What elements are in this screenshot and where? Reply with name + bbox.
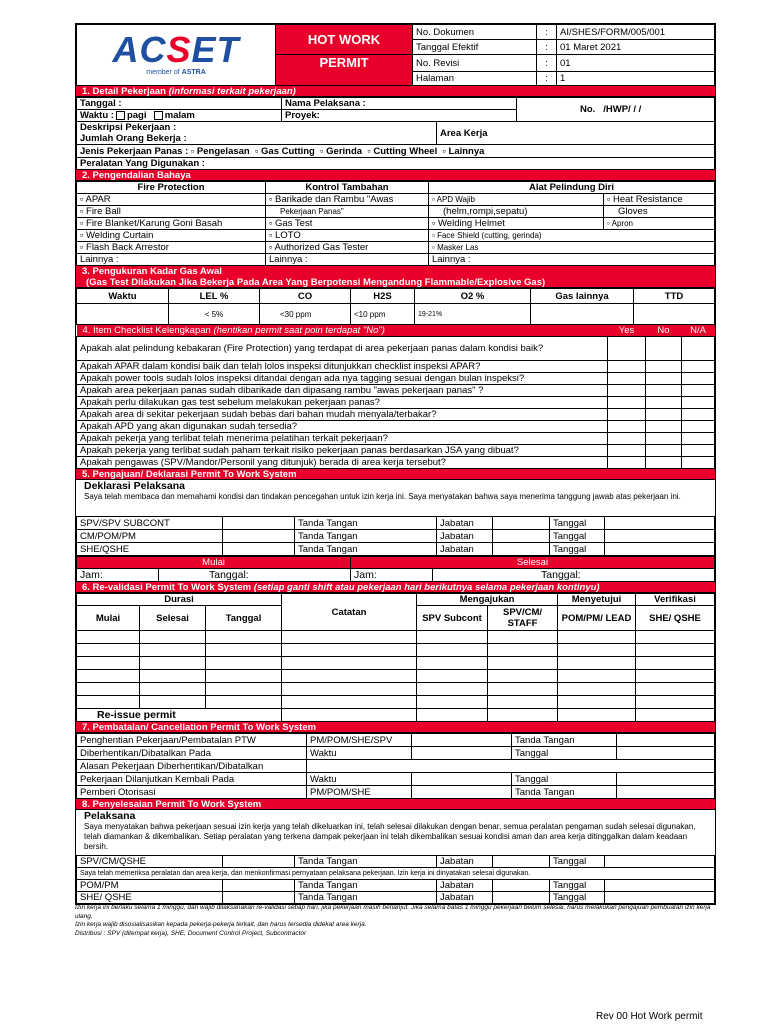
penyelesaian-text: Saya menyatakan bahwa pekerjaan sesuai izin kerja yang telah dikeluarkan ini, telah selesai dilakukan dengan benar, semua peralatan pengaman sudah selesai digunakan, telah diamankan & dikembalikan. Setiap peralatan yang terkena dampak pekerjaan ini telah dikembalikan sesuai kondisi aman dan area kerja ditinggalkan dalam keadaan bersih. [84,822,696,851]
cancel-role: PM/POM/SHE/SPV [307,734,412,747]
revalidasi-row[interactable] [77,670,715,683]
footer-note: Izin kerja wajib disosialisasikan kepada pekerja-pekerja terkait, dan harus tersedia didekat area kerja. [75,921,367,929]
checklist-item: Apakah power tools sudah lolos inspeksi ditandai dengan ada nya tagging sesuai dengan bulan inspeksi? [77,373,608,385]
section-6-header: 6. Re-validasi Permit To Work System (setiap ganti shift atau pekerjaan hari berikutnya selama pekerjaan kontinyu) [76,582,715,593]
apd-item[interactable]: ▫ Face Shield (cutting, gerinda) [429,230,715,242]
section-7-table [76,733,715,799]
mulai-tanggal[interactable]: Tanggal: [159,569,351,582]
section-4-header: 4. Item Checklist Kelengkapan (hentikan permit saat poin terdapat "No") [82,325,385,336]
na-cell[interactable] [682,361,715,373]
tanggal-label: Tanggal [550,517,605,530]
fire-item[interactable]: ▫ APAR [77,194,266,206]
durasi-header: Durasi [77,594,282,606]
apd-item: Gloves [604,206,715,218]
cancel-label: Pemberi Otorisasi [77,786,307,799]
tanggal-value[interactable] [605,880,715,892]
apd-item[interactable]: ▫ Welding Helmet [429,218,604,230]
pagi-checkbox[interactable] [116,111,125,120]
pelaksana-title: Pelaksana [84,810,136,822]
selesai-header: Selesai [351,557,715,569]
apd-item[interactable]: ▫ APD Wajib [429,194,604,206]
no-cell[interactable] [646,385,682,397]
na-cell[interactable] [682,385,715,397]
menyetujui-header: Menyetujui [558,594,636,606]
kontrol-item: Pekerjaan Panas" [266,206,429,218]
no-cell[interactable] [646,361,682,373]
apd-item[interactable]: ▫ Heat Resistance [604,194,715,206]
col-yes: Yes [618,325,635,336]
cancel-value[interactable] [617,734,715,747]
na-cell[interactable] [682,373,715,385]
proyek-label: Proyek: [282,110,517,122]
signer-name[interactable] [223,892,295,904]
form-header [76,24,715,86]
jabatan-label: Jabatan [437,530,493,543]
checklist-item: Apakah pekerja yang terlibat sudah paham terkait risiko pekerjaan panas berdasarkan JSA yang dibuat? [77,445,608,457]
selesai-tanggal[interactable]: Tanggal: [433,569,715,582]
revalidasi-row[interactable] [77,683,715,696]
verifikasi-header: Verifikasi [636,594,715,606]
yes-cell[interactable] [608,445,646,457]
permit-title-2: PERMIT [276,55,413,86]
tanggal-label: Tanggal [550,856,605,868]
meta-label: Tanggal Efektif [413,40,537,55]
revalidasi-row[interactable] [77,696,715,709]
meta-sep: : [537,25,557,40]
ttd-label: Tanda Tangan [295,892,437,904]
kontrol-item[interactable]: ▫ Barikade dan Rambu "Awas [266,194,429,206]
yes-cell[interactable] [608,433,646,445]
tanggal-value[interactable] [605,856,715,868]
cancel-value[interactable] [412,786,512,799]
cancel-role: PM/POM/SHE [307,786,412,799]
mengajukan-header: Mengajukan [417,594,558,606]
section-5-sign-table [76,516,715,556]
meta-label: No. Dokumen [413,25,537,40]
checklist-item: Apakah area di sekitar pekerjaan sudah bebas dari bahan mudah menyala/terbakar? [77,409,608,421]
section-1-header: 1. Detail Pekerjaan (informasi terkait pekerjaan) [76,86,715,97]
area-kerja-label: Area Kerja [437,122,715,145]
tanggal-label: Tanggal [550,892,605,904]
ttd-label: Tanda Tangan [295,856,437,868]
deskripsi-label: Deskripsi Pekerjaan : [77,122,437,134]
section-2-header: 2. Pengendalian Bahaya [76,170,715,181]
cancel-ttd: Tanda Tangan [512,786,617,799]
selesai-col: Selesai [140,606,206,631]
hwp-number[interactable]: No. /HWP/ / / [517,98,715,122]
malam-checkbox[interactable] [154,111,163,120]
pom-col: POM/PM/ LEAD [558,606,636,631]
catatan-header: Catatan [282,594,417,631]
ttd-label: Tanda Tangan [295,517,437,530]
na-cell[interactable] [682,337,715,361]
peralatan-label: Peralatan Yang Digunakan : [77,158,715,170]
revalidasi-row[interactable] [77,657,715,670]
no-cell[interactable] [646,409,682,421]
tanggal-value[interactable] [605,892,715,904]
jabatan-value[interactable] [493,530,550,543]
company-logo: ACSET [112,28,240,70]
yes-cell[interactable] [608,361,646,373]
spvcm-col: SPV/CM/ STAFF [488,606,558,631]
verification-note: Saya telah memeriksa peralatan dan area kerja, dan menkonfirmasi pernyataan pelaksana pekerjaan. Izin kerja ini dinyatakan selesai digunakan. [77,868,715,880]
jabatan-label: Jabatan [437,517,493,530]
col-na: N/A [690,325,706,336]
revision-label: Rev 00 Hot Work permit [596,1011,703,1022]
signer-role: SHE/ QSHE [77,892,223,904]
jabatan-label: Jabatan [437,543,493,556]
gas-col: H2S [351,289,415,304]
tanggal-value[interactable] [605,517,715,530]
cancel-value[interactable] [617,747,715,760]
kontrol-item[interactable]: ▫ Gas Test [266,218,429,230]
signer-role: POM/PM [77,880,223,892]
jabatan-value[interactable] [493,856,550,868]
checklist-item: Apakah pengawas (SPV/Mandor/Personil yang ditunjuk) berada di area kerja tersebut? [77,457,608,469]
gas-col: TTD [634,289,715,304]
section-7-header: 7. Pembatalan/ Cancellation Permit To Work System [76,722,715,733]
cancel-waktu: Waktu [307,747,412,760]
reissue-label: Re-issue permit [77,709,282,722]
fire-item[interactable]: ▫ Welding Curtain [77,230,266,242]
jumlah-label: Jumlah Orang Bekerja : [77,133,437,145]
fire-lainnya[interactable]: Lainnya : [77,254,266,266]
yes-cell[interactable] [608,337,646,361]
no-cell[interactable] [646,457,682,469]
checklist-item: Apakah APAR dalam kondisi baik dan telah lolos inspeksi ditunjukkan checklist inspeksi APAR? [77,361,608,373]
yes-cell[interactable] [608,409,646,421]
jabatan-label: Jabatan [437,892,493,904]
na-cell[interactable] [682,409,715,421]
section-1-table [76,97,715,170]
revalidasi-row[interactable] [77,631,715,644]
meta-value: 01 Maret 2021 [557,40,715,55]
tanggal-label: Tanggal [550,530,605,543]
meta-value: 1 [557,72,715,86]
jenis-pekerjaan-row: Jenis Pekerjaan Panas : ▫ Pengelasan ▫ Gas Cutting ▫ Gerinda ▫ Cutting Wheel ▫ Lainnya [77,145,715,158]
gas-col: Gas lainnya [531,289,634,304]
checklist-item: Apakah area pekerjaan panas sudah dibarikade dan dipasang rambu "awas pekerjaan panas" ? [77,385,608,397]
apd-item[interactable]: ▫ Apron [604,218,715,230]
jabatan-value[interactable] [493,892,550,904]
kontrol-item[interactable]: ▫ LOTO [266,230,429,242]
resume-waktu: Waktu [307,773,412,786]
na-cell[interactable] [682,421,715,433]
section-8-table [76,855,715,904]
footer-note: Izin kerja ini berlaku selama 1 minggu, dan wajib dilaksanakan re-validasi setiap hari, jika pekerjaan masih berlanjut. Jika selama batas 1 minggu pekerjaan belum selesai, harus melakukan pengajuan pembuatan izin kerja ulang. [75,904,711,920]
mulai-jam[interactable]: Jam: [77,569,159,582]
signer-name[interactable] [223,880,295,892]
waktu-field: Waktu : pagi malam [77,110,282,122]
tanggal-label: Tanggal : [77,98,282,110]
signer-name[interactable] [223,856,295,868]
footer-notes [75,904,725,938]
cancel-tanggal: Tanggal [512,747,617,760]
cancel-label: Penghentian Pekerjaan/Pembatalan PTW [77,734,307,747]
checklist-item: Apakah pekerja yang terlibat telah menerima pelatihan terkait pekerjaan? [77,433,608,445]
jabatan-label: Jabatan [437,856,493,868]
meta-value: AI/SHES/FORM/005/001 [557,25,715,40]
ttd-label: Tanda Tangan [295,880,437,892]
tanggal-label: Tanggal [550,880,605,892]
col-no: No [657,325,670,336]
yes-cell[interactable] [608,385,646,397]
mulai-selesai-table [76,556,715,582]
na-cell[interactable] [682,445,715,457]
permit-title-1: HOT WORK [276,25,413,55]
meta-label: Halaman [413,72,537,86]
yes-cell[interactable] [608,457,646,469]
apd-lainnya[interactable]: Lainnya : [429,254,715,266]
gas-value[interactable] [77,304,169,325]
signer-role: CM/POM/PM [77,530,223,543]
spv-col: SPV Subcont [417,606,488,631]
deklarasi-title: Deklarasi Pelaksana [84,480,185,492]
tanggal-value[interactable] [605,530,715,543]
gas-col: LEL % [169,289,260,304]
col-kontrol-tambahan: Kontrol Tambahan [266,182,429,194]
signer-role: SPV/CM/QSHE [77,856,223,868]
section-3-table [76,288,715,325]
tanggal-label: Tanggal [550,543,605,556]
revalidasi-row[interactable] [77,644,715,657]
cancel-ttd: Tanda Tangan [512,734,617,747]
gas-value[interactable]: 19-21% [415,304,531,325]
ttd-label: Tanda Tangan [295,543,437,556]
no-cell[interactable] [646,397,682,409]
cancel-value[interactable] [617,786,715,799]
section-2-table [76,181,715,266]
fire-item[interactable]: ▫ Fire Ball [77,206,266,218]
mulai-col: Mulai [77,606,140,631]
meta-value: 01 [557,55,715,72]
gas-value[interactable]: <30 ppm [260,304,351,325]
tanggal-col: Tanggal [206,606,282,631]
jabatan-value[interactable] [493,543,550,556]
meta-sep: : [537,40,557,55]
na-cell[interactable] [682,397,715,409]
na-cell[interactable] [682,457,715,469]
mulai-header: Mulai [77,557,351,569]
cancel-value[interactable] [412,773,512,786]
meta-sep: : [537,55,557,72]
section-6-table [76,593,715,722]
signer-name[interactable] [223,543,295,556]
no-cell[interactable] [646,445,682,457]
fire-item[interactable]: ▫ Flash Back Arrestor [77,242,266,254]
kontrol-item[interactable]: ▫ Authorized Gas Tester [266,242,429,254]
signer-role: SHE/QSHE [77,543,223,556]
cancel-label: Diberhentikan/Dibatalkan Pada [77,747,307,760]
cancel-value[interactable] [412,734,512,747]
no-cell[interactable] [646,337,682,361]
jabatan-label: Jabatan [437,880,493,892]
gas-col: CO [260,289,351,304]
ttd-label: Tanda Tangan [295,530,437,543]
deklarasi-text: Saya telah membaca dan memahami kondisi dan tindakan pencegahan untuk izin kerja ini. Saya menyatakan bahwa saya menerima tanggung jawab atas pekerjaan ini. [84,492,681,501]
no-cell[interactable] [646,433,682,445]
signer-name[interactable] [223,517,295,530]
jabatan-value[interactable] [493,880,550,892]
hot-work-permit-form [75,23,716,905]
footer-note: Distribusi : SPV (ditempat kerja), SHE, Document Control Project, Subcontractor [75,929,307,937]
na-cell[interactable] [682,433,715,445]
col-apd: Alat Pelindung Diri [429,182,715,194]
section-5-header: 5. Pengajuan/ Deklarasi Permit To Work System [76,469,715,480]
checklist-item: Apakah alat pelindung kebakaran (Fire Protection) yang terdapat di area pekerjaan panas dalam kondisi baik? [77,337,608,361]
gas-col: Waktu [77,289,169,304]
gas-col: O2 % [415,289,531,304]
resume-tanggal: Tanggal [512,773,617,786]
logo-tagline: member of ASTRA [146,68,206,76]
checklist-item: Apakah perlu dilakukan gas test sebelum melakukan pekerjaan panas? [77,397,608,409]
nama-pelaksana-label: Nama Pelaksana : [282,98,517,110]
signer-name[interactable] [223,530,295,543]
selesai-jam[interactable]: Jam: [351,569,433,582]
yes-cell[interactable] [608,373,646,385]
section-8-header: 8. Penyelesaian Permit To Work System [76,799,715,810]
section-4-table [76,325,715,469]
col-fire-protection: Fire Protection [77,182,266,194]
cancel-reason[interactable] [307,760,715,773]
logo [77,25,276,86]
cancel-label: Alasan Pekerjaan Diberhentikan/Dibatalkan [77,760,307,773]
cancel-value[interactable] [412,747,512,760]
tanggal-value[interactable] [605,543,715,556]
meta-label: No. Revisi [413,55,537,72]
gas-value[interactable]: <10 ppm [351,304,415,325]
yes-cell[interactable] [608,397,646,409]
apd-item[interactable]: ▫ Masker Las [429,242,715,254]
jabatan-value[interactable] [493,517,550,530]
no-cell[interactable] [646,373,682,385]
kontrol-lainnya[interactable]: Lainnya : [266,254,429,266]
gas-value[interactable] [531,304,634,325]
signer-role: SPV/SPV SUBCONT [77,517,223,530]
section-3-header: 3. Pengukuran Kadar Gas Awal (Gas Test Dilakukan Jika Bekerja Pada Area Yang Berpotensi Mengandung Flammable/Explosive Gas) [76,266,715,288]
gas-value[interactable] [634,304,715,325]
she-col: SHE/ QSHE [636,606,715,631]
apd-item: (helm,rompi,sepatu) [429,206,604,218]
no-cell[interactable] [646,421,682,433]
cancel-value[interactable] [617,773,715,786]
cancel-label: Pekerjaan Dilanjutkan Kembali Pada [77,773,307,786]
checklist-item: Apakah APD yang akan digunakan sudah tersedia? [77,421,608,433]
fire-item[interactable]: ▫ Fire Blanket/Karung Goni Basah [77,218,266,230]
gas-value[interactable]: < 5% [169,304,260,325]
yes-cell[interactable] [608,421,646,433]
meta-sep: : [537,72,557,86]
